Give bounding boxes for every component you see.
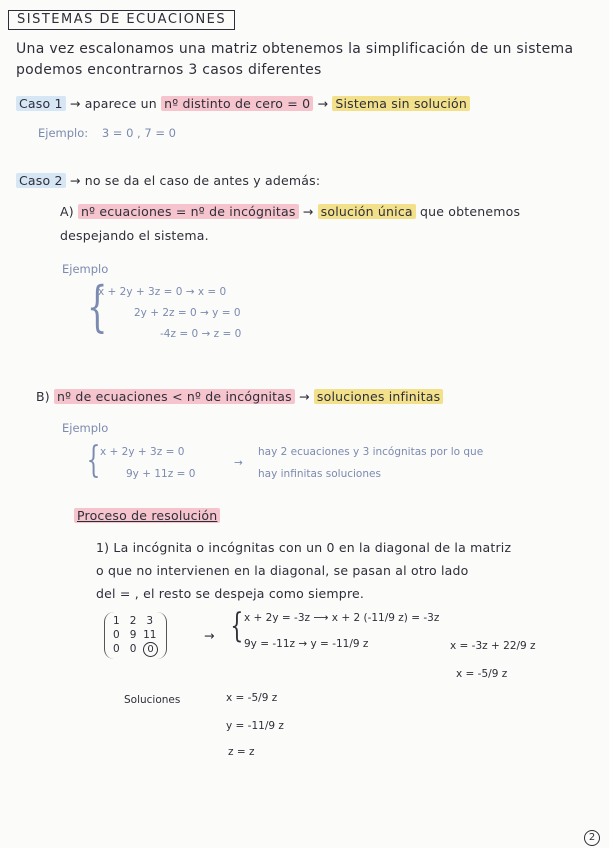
page-title: SISTEMAS DE ECUACIONES <box>8 10 235 30</box>
caso2-a-eq-3: -4z = 0 → z = 0 <box>160 328 242 340</box>
proceso-step-2: o que no intervienen en la diagonal, se pasan al otro lado <box>96 563 469 578</box>
matrix-cell: 11 <box>143 629 157 641</box>
proceso-title: Proceso de resolución <box>74 508 220 523</box>
caso2-label: Caso 2 <box>16 173 66 188</box>
matrix-cell: 0 <box>113 643 120 655</box>
caso1-example-label: Ejemplo: <box>38 126 89 140</box>
caso1-result: Sistema sin solución <box>332 96 470 111</box>
matrix-cell: 0 <box>113 629 120 641</box>
caso1-arrow: → aparece un <box>69 96 157 111</box>
matrix-cell-circled: 0 <box>143 642 158 657</box>
matrix-cell: 1 <box>113 615 120 627</box>
caso2-row <box>16 173 320 188</box>
caso1-condition: nº distinto de cero = 0 <box>161 96 313 111</box>
intro-line-2: podemos encontrarnos 3 casos diferentes <box>16 62 322 78</box>
matrix-row-2 <box>113 628 158 642</box>
matrix <box>104 612 167 659</box>
brace-a: { <box>86 275 108 338</box>
proceso-sys-1 <box>244 612 439 624</box>
caso2-b-example-label: Ejemplo <box>62 421 109 435</box>
matrix-cell: 2 <box>129 615 137 627</box>
proceso-sys-2: 9y = -11z → y = -11/9 z <box>244 638 369 650</box>
caso1-arrow2: → <box>317 96 329 111</box>
caso2-b-eq-1: x + 2y + 3z = 0 <box>100 446 185 458</box>
caso2-a-example-label: Ejemplo <box>62 262 109 276</box>
caso1-label: Caso 1 <box>16 96 66 111</box>
caso2-a-eq-2: 2y + 2z = 0 → y = 0 <box>134 307 241 319</box>
solution-x: x = -5/9 z <box>226 692 278 704</box>
intro-line-1: Una vez escalonamos una matriz obtenemos la simplificación de un sistema <box>16 41 574 57</box>
solution-y: y = -11/9 z <box>226 720 284 732</box>
caso2-b-row <box>36 389 443 404</box>
proceso-sys-1-frac: (-11/9 z) = -3z <box>363 612 440 624</box>
matrix-row-3 <box>113 642 158 657</box>
proceso-step-1: 1) La incógnita o incógnitas con un 0 en la diagonal de la matriz <box>96 540 512 555</box>
caso1-example <box>38 126 176 140</box>
caso2-a-label: A) <box>60 204 74 219</box>
caso2-a-eq-1: x + 2y + 3z = 0 → x = 0 <box>98 286 227 298</box>
caso2-b-result: soluciones infinitas <box>314 389 443 404</box>
brace-proceso: { <box>230 606 244 646</box>
proceso-right-3: x = -5/9 z <box>456 668 508 680</box>
caso2-b-note-2: hay infinitas soluciones <box>258 468 381 480</box>
proceso-right-2: x = -3z + 22/9 z <box>450 640 536 652</box>
caso2-a-line2: despejando el sistema. <box>60 228 209 243</box>
caso2-b-arrow: → <box>299 389 310 404</box>
proceso-title-wrap <box>74 508 220 523</box>
solution-z: z = z <box>228 746 255 758</box>
caso1-row <box>16 96 470 111</box>
matrix-cell: 0 <box>129 643 137 655</box>
proceso-sys-1-left: x + 2y = -3z ⟶ x + 2 <box>244 612 361 624</box>
caso2-b-arrow-note: → <box>234 457 243 469</box>
caso2-a-row <box>60 204 520 219</box>
brace-b: { <box>86 440 101 481</box>
caso1-example-value: 3 = 0 , 7 = 0 <box>101 126 176 140</box>
caso2-a-result: solución única <box>318 204 416 219</box>
proceso-step-3: del = , el resto se despeja como siempre. <box>96 586 365 601</box>
caso2-b-note-1: hay 2 ecuaciones y 3 incógnitas por lo que <box>258 446 484 458</box>
matrix-row-1 <box>113 614 158 628</box>
page-number: 2 <box>584 830 600 846</box>
matrix-cell: 3 <box>146 615 154 627</box>
caso2-a-condition: nº ecuaciones = nº de incógnitas <box>78 204 299 219</box>
caso2-text: → no se da el caso de antes y además: <box>69 173 321 188</box>
soluciones-label: Soluciones <box>124 694 181 706</box>
matrix-cell: 9 <box>129 629 137 641</box>
caso2-a-rest: que obtenemos <box>419 204 521 219</box>
caso2-b-label: B) <box>36 389 50 404</box>
proceso-arrow: → <box>204 628 215 643</box>
caso2-a-arrow: → <box>302 204 314 219</box>
caso2-b-eq-2: 9y + 11z = 0 <box>126 468 196 480</box>
caso2-b-condition: nº de ecuaciones < nº de incógnitas <box>54 389 295 404</box>
